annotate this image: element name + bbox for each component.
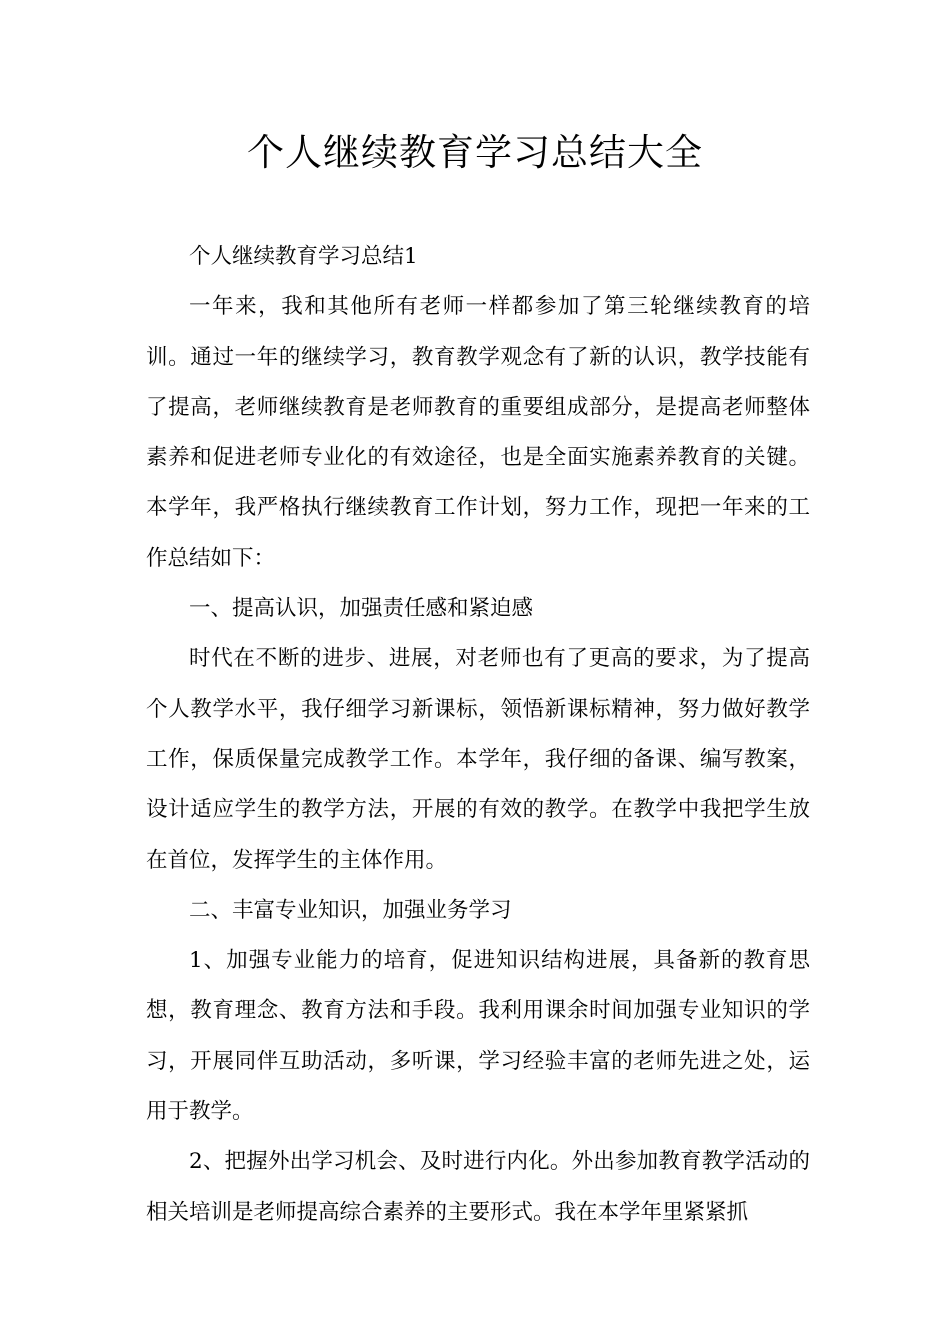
document-body (146, 232, 810, 1238)
section-heading-2: 二、丰富专业知识，加强业务学习 (189, 897, 512, 923)
subtitle-paragraph: 个人继续教育学习总结1 (189, 244, 418, 269)
document-title: 个人继续教育学习总结大全 (247, 131, 703, 174)
section-1-paragraph: 时代在不断的进步、进展，对老师也有了更高的要求，为了提高个人教学水平，我仔细学习新课标，领悟新课标精神，努力做好教学工作，保质保量完成教学工作。本学年，我仔细的备课、编写教案，设计适应学生的教学方法，开展的有效的教学。在教学中我把学生放在首位，发挥学生的主体作用。 (146, 646, 810, 873)
intro-paragraph: 一年来，我和其他所有老师一样都参加了第三轮继续教育的培训。通过一年的继续学习，教育教学观念有了新的认识，教学技能有了提高，老师继续教育是老师教育的重要组成部分，是提高老师整体素养和促进老师专业化的有效途径，也是全面实施素养教育的关键。本学年，我严格执行继续教育工作计划，努力工作，现把一年来的工作总结如下： (146, 294, 810, 571)
section-2-item-2: 2、把握外出学习机会、及时进行内化。外出参加教育教学活动的相关培训是老师提高综合素养的主要形式。我在本学年里紧紧抓 (146, 1149, 810, 1225)
section-heading-1: 一、提高认识，加强责任感和紧迫感 (189, 596, 534, 622)
section-2-item-1: 1、加强专业能力的培育，促进知识结构进展，具备新的教育思想，教育理念、教育方法和手段。我利用课余时间加强专业知识的学习，开展同伴互助活动，多听课，学习经验丰富的老师先进之处，运用于教学。 (146, 948, 810, 1125)
